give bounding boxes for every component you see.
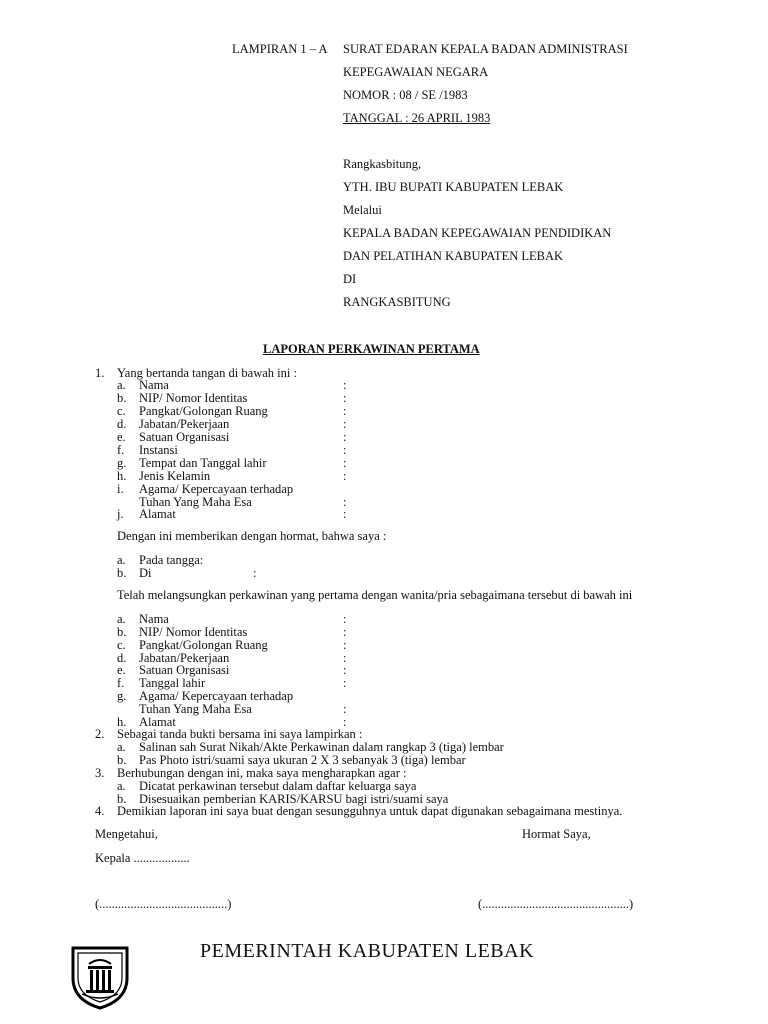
spouse-letter: a. [117, 612, 126, 626]
item-colon: : [343, 430, 347, 444]
item-letter: i. [117, 482, 124, 496]
section3-text: Berhubungan dengan ini, maka saya mengharapkan agar : [117, 766, 407, 780]
head-role: Kepala .................. [95, 851, 190, 865]
header-nomor: NOMOR : 08 / SE /1983 [343, 88, 468, 102]
section2-item: Pas Photo istri/suami saya ukuran 2 X 3 sebanyak 3 (tiga) lembar [139, 753, 466, 767]
spouse-label: Tanggal lahir [139, 676, 206, 690]
spouse-letter: c. [117, 638, 126, 652]
address-recipient: YTH. IBU BUPATI KABUPATEN LEBAK [343, 180, 564, 194]
place-label: Di [139, 566, 152, 580]
spouse-label: Agama/ Kepercayaan terhadap [139, 689, 294, 703]
spouse-colon: : [343, 651, 347, 665]
spouse-label: Jabatan/Pekerjaan [139, 651, 230, 665]
sincerely-label: Hormat Saya, [522, 827, 591, 841]
item-label: Jenis Kelamin [139, 469, 211, 483]
date-letter: a. [117, 553, 126, 567]
item-colon: : [343, 495, 347, 509]
spouse-colon: : [343, 676, 347, 690]
item-label: Tuhan Yang Maha Esa [139, 495, 252, 509]
address-office-2: DAN PELATIHAN KABUPATEN LEBAK [343, 249, 564, 263]
section1-number: 1. [95, 366, 105, 380]
date-label: Pada tangga: [139, 553, 204, 567]
item-label: NIP/ Nomor Identitas [139, 391, 248, 405]
item-letter: j. [117, 507, 124, 521]
item-label: Jabatan/Pekerjaan [139, 417, 230, 431]
spouse-letter: f. [117, 676, 125, 690]
address-di: DI [343, 272, 357, 286]
statement-text: Dengan ini memberikan dengan hormat, bahwa saya : [117, 529, 387, 543]
place-letter: b. [117, 566, 127, 580]
section2-letter: b. [117, 753, 127, 767]
address-place: RANGKASBITUNG [343, 295, 451, 309]
item-colon: : [343, 456, 347, 470]
item-letter: c. [117, 404, 126, 418]
item-label: Satuan Organisasi [139, 430, 230, 444]
spouse-label: Alamat [139, 715, 176, 729]
spouse-colon: : [343, 638, 347, 652]
item-colon: : [343, 469, 347, 483]
address-office-1: KEPALA BADAN KEPEGAWAIAN PENDIDIKAN [343, 226, 612, 240]
spouse-letter: h. [117, 715, 127, 729]
section2-letter: a. [117, 740, 126, 754]
married-text: Telah melangsungkan perkawinan yang pertama dengan wanita/pria sebagaimana tersebut di bawah ini [117, 588, 633, 602]
spouse-letter: e. [117, 663, 126, 677]
section2-item: Salinan sah Surat Nikah/Akte Perkawinan dalam rangkap 3 (tiga) lembar [139, 740, 504, 754]
left-signature-line: (.........................................) [95, 897, 232, 911]
acknowledged-label: Mengetahui, [95, 827, 158, 841]
section3-letter: b. [117, 792, 127, 806]
item-letter: g. [117, 456, 127, 470]
header-tanggal: TANGGAL : 26 APRIL 1983 [343, 111, 491, 125]
place-colon: : [253, 566, 257, 580]
item-label: Instansi [139, 443, 178, 457]
section2-number: 2. [95, 727, 105, 741]
section4-text: Demikian laporan ini saya buat dengan sesungguhnya untuk dapat digunakan sebagaimana mestinya. [117, 804, 623, 818]
section3-number: 3. [95, 766, 105, 780]
spouse-colon: : [343, 702, 347, 716]
item-colon: : [343, 507, 347, 521]
section2-text: Sebagai tanda bukti bersama ini saya lampirkan : [117, 727, 363, 741]
item-colon: : [343, 404, 347, 418]
spouse-letter: d. [117, 651, 127, 665]
spouse-letter: b. [117, 625, 127, 639]
document-title: LAPORAN PERKAWINAN PERTAMA [263, 342, 480, 356]
item-label: Tempat dan Tanggal lahir [139, 456, 267, 470]
item-letter: h. [117, 469, 127, 483]
section3-item: Disesuaikan pemberian KARIS/KARSU bagi istri/suami saya [139, 792, 449, 806]
item-letter: b. [117, 391, 127, 405]
item-colon: : [343, 378, 347, 392]
item-label: Pangkat/Golongan Ruang [139, 404, 268, 418]
spouse-colon: : [343, 612, 347, 626]
spouse-colon: : [343, 715, 347, 729]
spouse-label: Pangkat/Golongan Ruang [139, 638, 268, 652]
item-colon: : [343, 443, 347, 457]
footer-government-title: PEMERINTAH KABUPATEN LEBAK [200, 940, 535, 962]
spouse-label: Tuhan Yang Maha Esa [139, 702, 252, 716]
spouse-label: Nama [139, 612, 169, 626]
item-label: Alamat [139, 507, 176, 521]
section3-letter: a. [117, 779, 126, 793]
header-line-2: KEPEGAWAIAN NEGARA [343, 65, 489, 79]
spouse-letter: g. [117, 689, 127, 703]
item-colon: : [343, 417, 347, 431]
item-letter: f. [117, 443, 125, 457]
item-label: Agama/ Kepercayaan terhadap [139, 482, 294, 496]
lebak-emblem-icon [69, 944, 131, 1010]
item-letter: a. [117, 378, 126, 392]
spouse-label: NIP/ Nomor Identitas [139, 625, 248, 639]
address-via: Melalui [343, 203, 382, 217]
section3-item: Dicatat perkawinan tersebut dalam daftar keluarga saya [139, 779, 417, 793]
item-letter: e. [117, 430, 126, 444]
section1-intro: Yang bertanda tangan di bawah ini : [117, 366, 297, 380]
lampiran-label: LAMPIRAN 1 – A [232, 42, 328, 56]
section4-number: 4. [95, 804, 105, 818]
item-letter: d. [117, 417, 127, 431]
spouse-label: Satuan Organisasi [139, 663, 230, 677]
header-line-1: SURAT EDARAN KEPALA BADAN ADMINISTRASI [343, 42, 628, 56]
spouse-colon: : [343, 663, 347, 677]
item-label: Nama [139, 378, 169, 392]
address-city: Rangkasbitung, [343, 157, 422, 171]
item-colon: : [343, 391, 347, 405]
spouse-colon: : [343, 625, 347, 639]
right-signature-line: (...............................................) [478, 897, 634, 911]
